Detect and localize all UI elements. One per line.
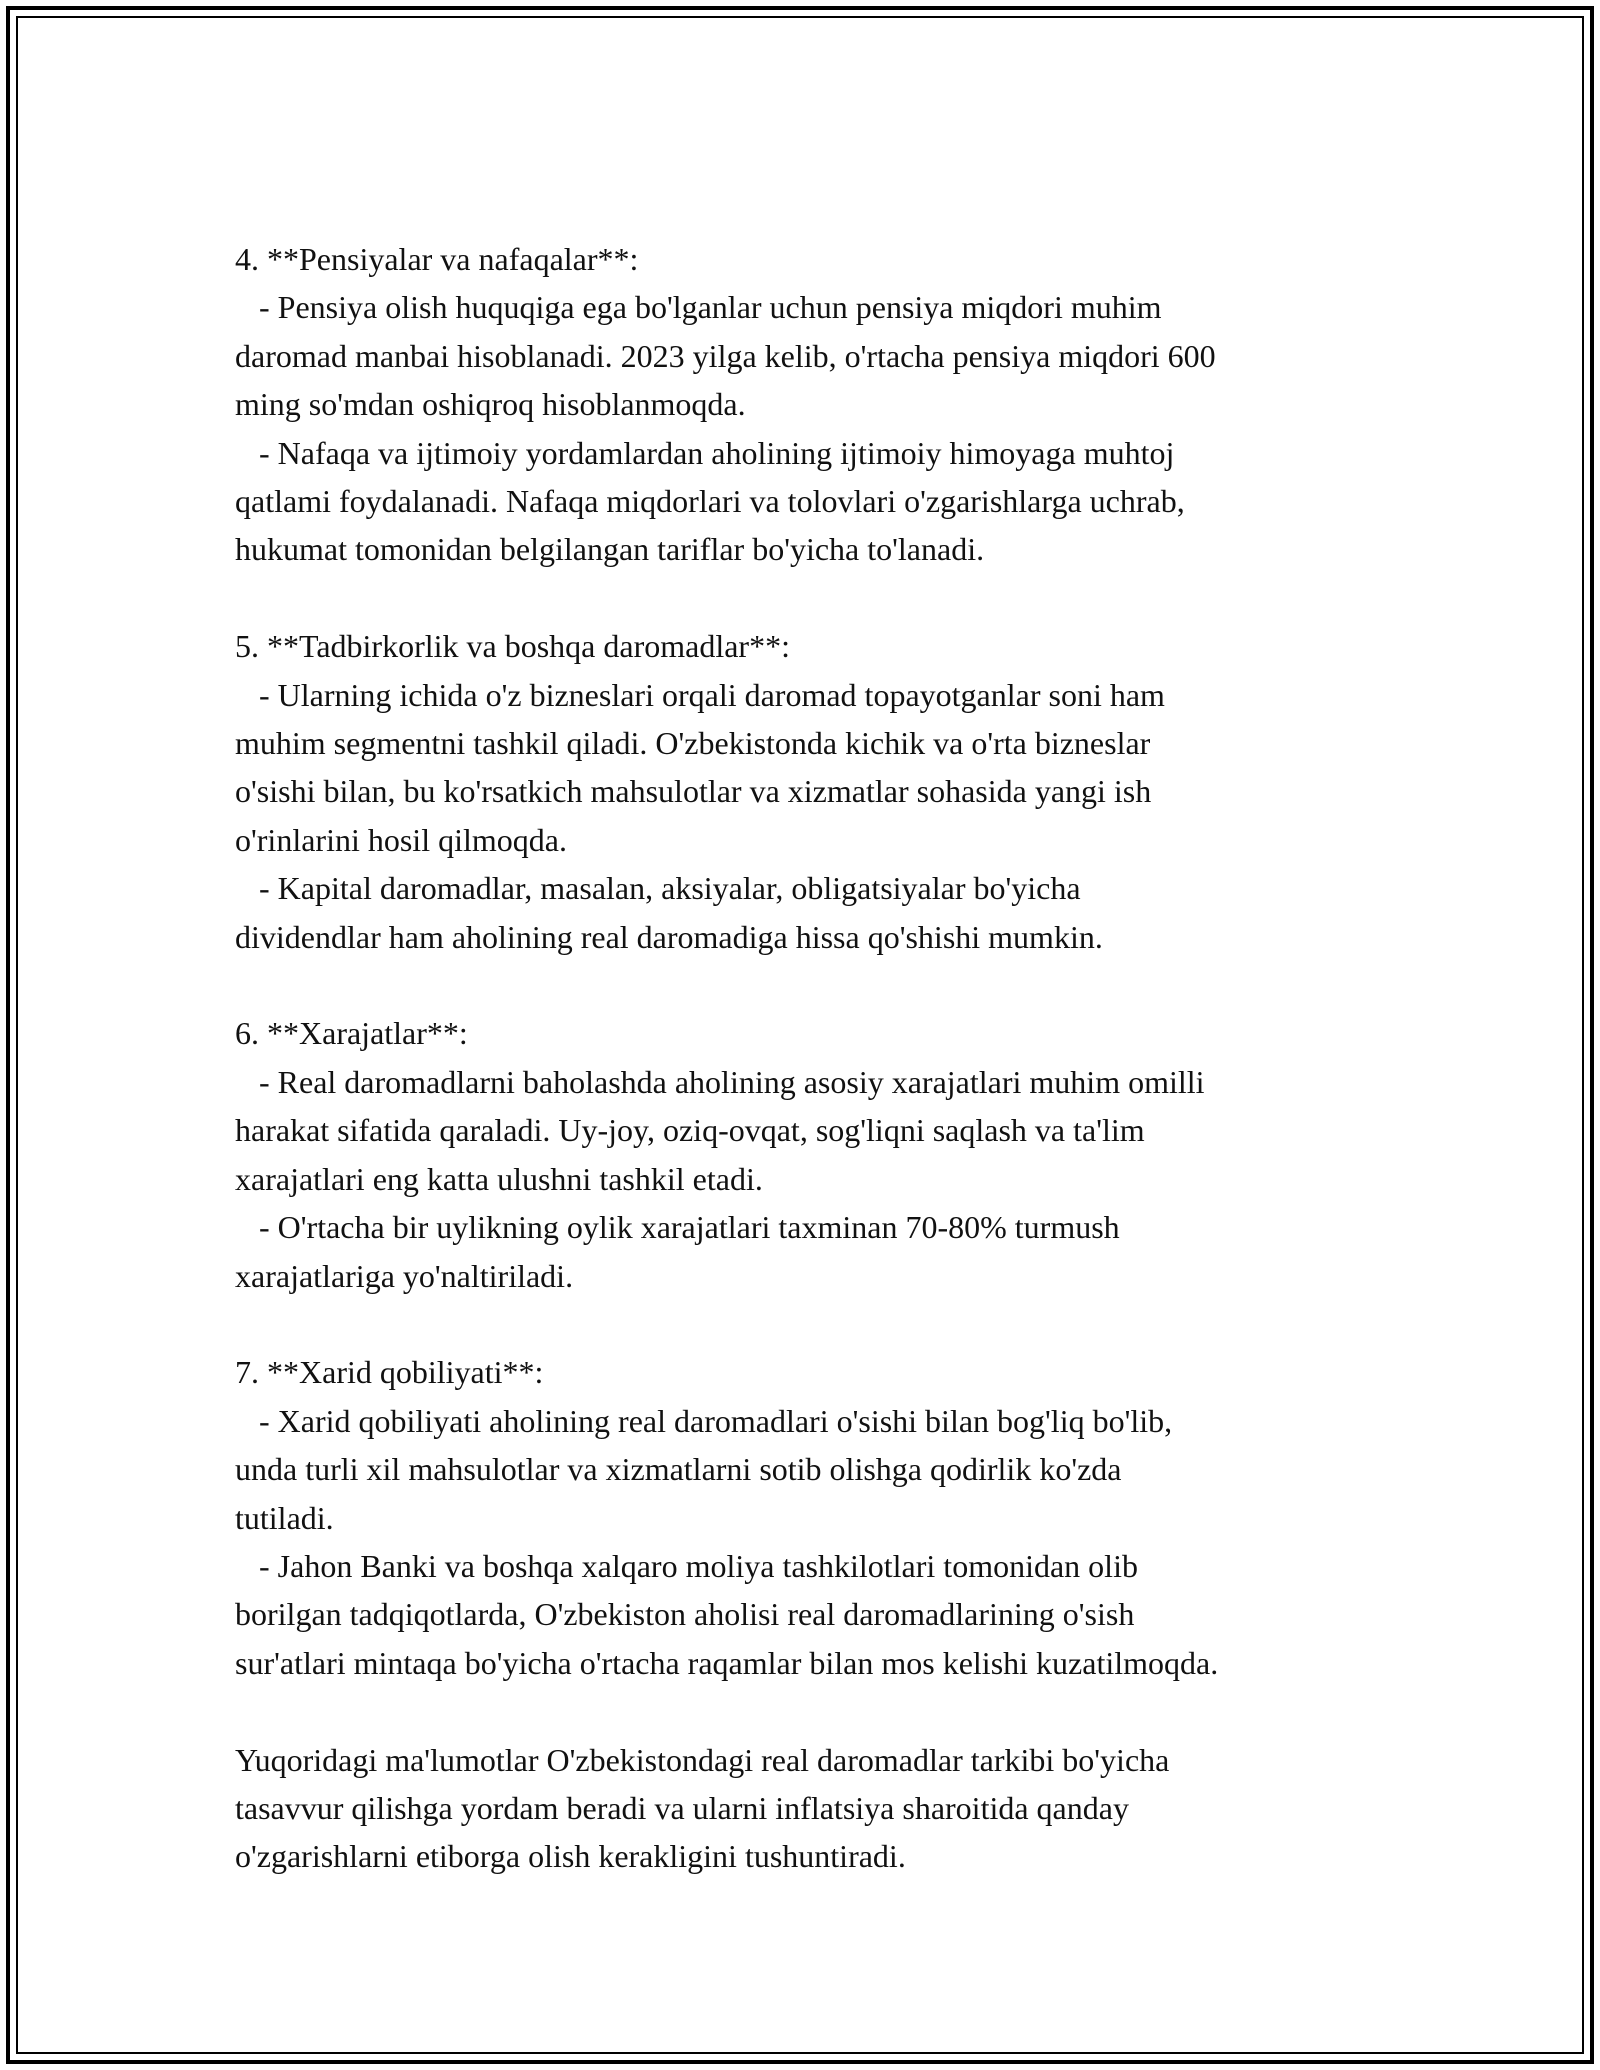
text-line: - Kapital daromadlar, masalan, aksiyalar, obligatsiyalar bo'yicha xyxy=(235,870,1081,907)
text-line: - Ularning ichida o'z bizneslari orqali daromad topayotganlar soni ham xyxy=(235,676,1165,713)
text-line: xarajatlari eng katta ulushni tashkil etadi. xyxy=(235,1160,763,1197)
text-line: - Xarid qobiliyati aholining real daromadlari o'sishi bilan bog'liq bo'lib, xyxy=(235,1402,1173,1439)
section-spacer xyxy=(235,1300,1395,1348)
section-spacer xyxy=(235,1687,1395,1735)
text-line: sur'atlari mintaqa bo'yicha o'rtacha raqamlar bilan mos kelishi kuzatilmoqda. xyxy=(235,1644,1219,1681)
text-line: hukumat tomonidan belgilangan tariflar bo'yicha to'lanadi. xyxy=(235,531,985,568)
section-expenses xyxy=(235,1009,1395,1299)
text-line: daromad manbai hisoblanadi. 2023 yilga kelib, o'rtacha pensiya miqdori 600 xyxy=(235,337,1216,374)
text-line: Yuqoridagi ma'lumotlar O'zbekistondagi real daromadlar tarkibi bo'yicha xyxy=(235,1741,1170,1778)
section-heading: 6. **Xarajatlar**: xyxy=(235,1015,468,1052)
section-heading: 7. **Xarid qobiliyati**: xyxy=(235,1354,544,1391)
text-line: tasavvur qilishga yordam beradi va ularni inflatsiya sharoitida qanday xyxy=(235,1789,1129,1826)
section-spacer xyxy=(235,961,1395,1009)
section-spacer xyxy=(235,574,1395,622)
text-line: harakat sifatida qaraladi. Uy-joy, oziq-ovqat, sog'liqni saqlash va ta'lim xyxy=(235,1112,1145,1149)
section-purchasing-power xyxy=(235,1348,1395,1687)
text-line: o'zgarishlarni etiborga olish kerakligini tushuntiradi. xyxy=(235,1838,906,1875)
section-business-income xyxy=(235,622,1395,961)
text-line: borilgan tadqiqotlarda, O'zbekiston aholisi real daromadlarining o'sish xyxy=(235,1596,1135,1633)
text-line: - Pensiya olish huquqiga ega bo'lganlar uchun pensiya miqdori muhim xyxy=(235,289,1162,326)
text-line: - Real daromadlarni baholashda aholining asosiy xarajatlari muhim omilli xyxy=(235,1063,1205,1100)
text-line: muhim segmentni tashkil qiladi. O'zbekistonda kichik va o'rta bizneslar xyxy=(235,725,1151,762)
document-body xyxy=(235,235,1395,1881)
section-heading: 4. **Pensiyalar va nafaqalar**: xyxy=(235,241,639,277)
text-line: unda turli xil mahsulotlar va xizmatlarni sotib olishga qodirlik ko'zda xyxy=(235,1451,1122,1488)
section-heading: 5. **Tadbirkorlik va boshqa daromadlar**: xyxy=(235,628,790,665)
text-line: tutiladi. xyxy=(235,1499,334,1536)
text-line: - Nafaqa va ijtimoiy yordamlardan aholining ijtimoiy himoyaga muhtoj xyxy=(235,434,1175,471)
text-line: o'sishi bilan, bu ko'rsatkich mahsulotlar va xizmatlar sohasida yangi ish xyxy=(235,773,1152,810)
text-line: dividendlar ham aholining real daromadiga hissa qo'shishi mumkin. xyxy=(235,918,1103,955)
text-line: - O'rtacha bir uylikning oylik xarajatlari taxminan 70-80% turmush xyxy=(235,1209,1120,1246)
text-line: - Jahon Banki va boshqa xalqaro moliya tashkilotlari tomonidan olib xyxy=(235,1547,1138,1584)
section-pensions xyxy=(235,235,1395,574)
text-line: ming so'mdan oshiqroq hisoblanmoqda. xyxy=(235,386,746,423)
conclusion-paragraph xyxy=(235,1736,1395,1881)
text-line: o'rinlarini hosil qilmoqda. xyxy=(235,821,567,858)
text-line: qatlami foydalanadi. Nafaqa miqdorlari va tolovlari o'zgarishlarga uchrab, xyxy=(235,483,1185,520)
text-line: xarajatlariga yo'naltiriladi. xyxy=(235,1257,574,1294)
